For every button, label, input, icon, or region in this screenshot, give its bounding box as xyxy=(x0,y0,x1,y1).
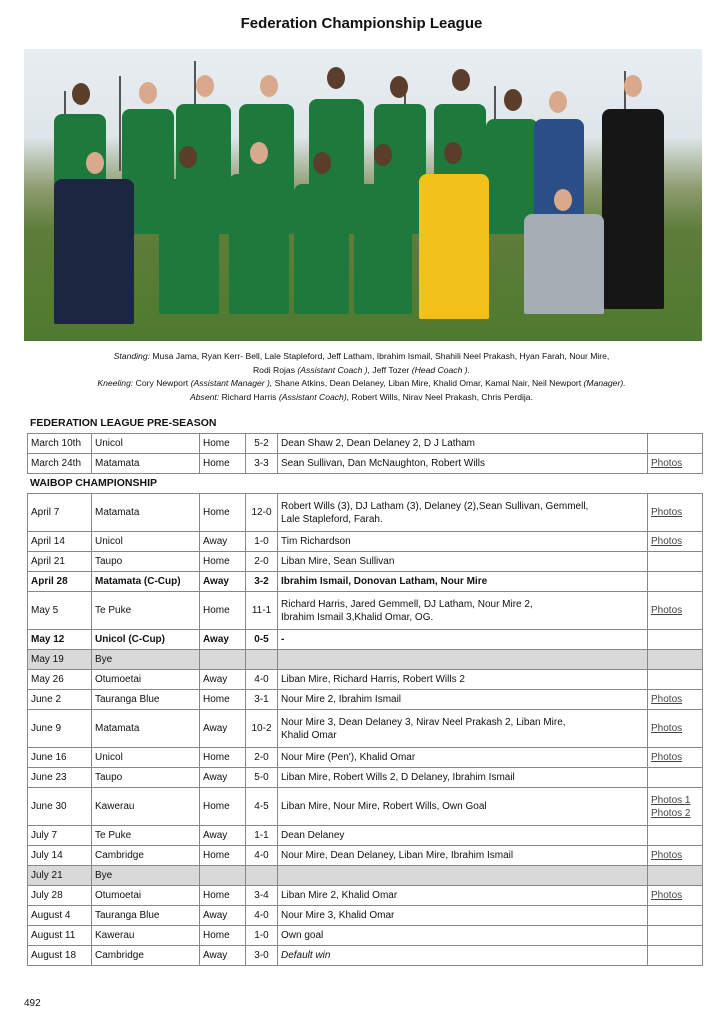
cell-venue xyxy=(200,866,246,886)
cell-score: 5-0 xyxy=(246,768,278,788)
cell-score xyxy=(246,866,278,886)
cell-opponent: Taupo xyxy=(92,552,200,572)
scorers-line: Liban Mire, Robert Wills 2, D Delaney, Ibrahim Ismail xyxy=(281,772,515,783)
cell-score: 0-5 xyxy=(246,630,278,650)
caption-standing-label: Standing: xyxy=(113,351,150,361)
cell-scorers xyxy=(278,494,648,532)
caption-role: (Assistant Coach), xyxy=(278,391,350,402)
cell-date: March 10th xyxy=(28,434,92,454)
cell-opponent: Matamata xyxy=(92,494,200,532)
cell-score: 2-0 xyxy=(246,748,278,768)
cell-score: 4-0 xyxy=(246,670,278,690)
cell-photos xyxy=(648,690,703,710)
scorers-line: Robert Wills (3), DJ Latham (3), Delaney (2),Sean Sullivan, Gemmell, xyxy=(281,500,589,512)
caption-role: (Assistant Manager ), xyxy=(190,378,273,389)
scorers-line: Nour Mire 2, Ibrahim Ismail xyxy=(281,694,402,705)
cell-venue: Away xyxy=(200,630,246,650)
scorers-line: Liban Mire, Sean Sullivan xyxy=(281,556,395,567)
cell-opponent: Tauranga Blue xyxy=(92,690,200,710)
cell-photos xyxy=(648,572,703,592)
cell-photos xyxy=(648,592,703,630)
cell-scorers xyxy=(278,748,648,768)
cell-scorers xyxy=(278,710,648,748)
cell-venue: Away xyxy=(200,768,246,788)
photos-link[interactable]: Photos 1 xyxy=(651,794,691,806)
cell-opponent: Unicol (C-Cup) xyxy=(92,630,200,650)
photos-link[interactable]: Photos xyxy=(651,458,683,469)
cell-venue: Home xyxy=(200,454,246,474)
cell-scorers xyxy=(278,906,648,926)
table-row xyxy=(28,690,703,710)
scorers-line: Liban Mire 2, Khalid Omar xyxy=(281,890,398,901)
caption-role: (Head Coach ). xyxy=(411,364,471,375)
cell-date: June 23 xyxy=(28,768,92,788)
table-row xyxy=(28,710,703,748)
table-row xyxy=(28,866,703,886)
cell-photos xyxy=(648,748,703,768)
cell-date: April 7 xyxy=(28,494,92,532)
page-title: Federation Championship League xyxy=(240,15,483,32)
cell-scorers xyxy=(278,826,648,846)
table-row xyxy=(28,454,703,474)
scorers-line: Richard Harris, Jared Gemmell, DJ Latham, Nour Mire 2, xyxy=(281,598,533,610)
table-row xyxy=(28,532,703,552)
cell-date: August 4 xyxy=(28,906,92,926)
cell-photos xyxy=(648,532,703,552)
cell-photos xyxy=(648,454,703,474)
caption-standing-line2 xyxy=(40,364,683,378)
caption-absent-names: Robert Wills, Nirav Neel Prakash, Chris Perdija. xyxy=(351,391,533,402)
cell-date: May 26 xyxy=(28,670,92,690)
cell-score xyxy=(246,650,278,670)
scorers-line: Khalid Omar xyxy=(281,729,337,741)
cell-date: June 2 xyxy=(28,690,92,710)
cell-opponent: Taupo xyxy=(92,768,200,788)
table-row xyxy=(28,670,703,690)
cell-opponent: Otumoetai xyxy=(92,670,200,690)
cell-date: April 28 xyxy=(28,572,92,592)
cell-photos xyxy=(648,886,703,906)
cell-venue: Home xyxy=(200,592,246,630)
caption-role: (Manager). xyxy=(583,378,626,389)
caption-absent xyxy=(40,391,683,405)
photos-link[interactable]: Photos 2 xyxy=(651,807,691,819)
cell-score: 1-1 xyxy=(246,826,278,846)
cell-photos xyxy=(648,788,703,826)
photos-link[interactable]: Photos xyxy=(651,850,683,861)
cell-photos xyxy=(648,826,703,846)
cell-scorers xyxy=(278,532,648,552)
cell-date: June 9 xyxy=(28,710,92,748)
photos-link[interactable]: Photos xyxy=(651,890,683,901)
table-row xyxy=(28,946,703,966)
scorers-line: Ibrahim Ismail, Donovan Latham, Nour Mire xyxy=(281,576,488,587)
cell-score: 5-2 xyxy=(246,434,278,454)
cell-opponent: Unicol xyxy=(92,748,200,768)
championship-table xyxy=(27,493,703,966)
table-row xyxy=(28,572,703,592)
cell-opponent: Tauranga Blue xyxy=(92,906,200,926)
cell-venue: Away xyxy=(200,572,246,592)
cell-date: July 14 xyxy=(28,846,92,866)
cell-opponent: Cambridge xyxy=(92,846,200,866)
table-row xyxy=(28,650,703,670)
cell-venue: Home xyxy=(200,926,246,946)
cell-date: April 21 xyxy=(28,552,92,572)
caption-kneeling-name: Cory Newport xyxy=(135,378,189,389)
cell-score: 12-0 xyxy=(246,494,278,532)
cell-photos xyxy=(648,866,703,886)
scorers-line: Dean Shaw 2, Dean Delaney 2, D J Latham xyxy=(281,438,475,449)
cell-date: April 14 xyxy=(28,532,92,552)
caption-absent-name: Richard Harris xyxy=(221,391,277,402)
table-row xyxy=(28,826,703,846)
cell-venue: Away xyxy=(200,532,246,552)
cell-scorers xyxy=(278,650,648,670)
cell-opponent: Unicol xyxy=(92,434,200,454)
cell-scorers xyxy=(278,926,648,946)
cell-score: 3-2 xyxy=(246,572,278,592)
caption-kneeling-names: Shane Atkins, Dean Delaney, Liban Mire, Khalid Omar, Kamal Nair, Neil Newport xyxy=(274,378,582,389)
cell-date: July 7 xyxy=(28,826,92,846)
caption-standing-name: Rodi Rojas xyxy=(252,364,296,375)
cell-scorers xyxy=(278,572,648,592)
cell-date: March 24th xyxy=(28,454,92,474)
scorers-line: - xyxy=(281,634,285,645)
cell-venue: Home xyxy=(200,886,246,906)
cell-opponent: Matamata (C-Cup) xyxy=(92,572,200,592)
table-row xyxy=(28,906,703,926)
cell-photos xyxy=(648,552,703,572)
cell-venue: Home xyxy=(200,434,246,454)
preseason-heading: FEDERATION LEAGUE PRE-SEASON xyxy=(30,417,217,429)
photos-link[interactable]: Photos xyxy=(651,605,683,616)
cell-opponent: Bye xyxy=(92,650,200,670)
scorers-line: Nour Mire 3, Khalid Omar xyxy=(281,910,395,921)
caption-standing-names: Musa Jama, Ryan Kerr- Bell, Lale Stapleford, Jeff Latham, Ibrahim Ismail, Shahili Neel Prakash, Hyan Farah, Nour Mire, xyxy=(152,351,610,361)
table-row xyxy=(28,494,703,532)
cell-scorers xyxy=(278,670,648,690)
preseason-table xyxy=(27,433,703,474)
table-row xyxy=(28,748,703,768)
caption-kneeling-label: Kneeling: xyxy=(97,378,134,389)
cell-opponent: Matamata xyxy=(92,710,200,748)
cell-photos xyxy=(648,946,703,966)
cell-venue: Away xyxy=(200,826,246,846)
cell-venue: Away xyxy=(200,670,246,690)
cell-opponent: Matamata xyxy=(92,454,200,474)
cell-venue: Away xyxy=(200,906,246,926)
cell-scorers xyxy=(278,434,648,454)
cell-venue: Away xyxy=(200,946,246,966)
cell-scorers xyxy=(278,788,648,826)
scorers-line: Nour Mire (Pen'), Khalid Omar xyxy=(281,752,416,763)
cell-opponent: Te Puke xyxy=(92,826,200,846)
page-number: 492 xyxy=(24,998,41,1009)
cell-score: 1-0 xyxy=(246,926,278,946)
scorers-line: Own goal xyxy=(281,930,324,941)
photos-link[interactable]: Photos xyxy=(651,723,683,734)
cell-score: 4-0 xyxy=(246,846,278,866)
caption-kneeling xyxy=(40,377,683,391)
cell-date: May 19 xyxy=(28,650,92,670)
cell-photos xyxy=(648,650,703,670)
cell-date: May 12 xyxy=(28,630,92,650)
cell-score: 3-1 xyxy=(246,690,278,710)
cell-photos xyxy=(648,926,703,946)
cell-date: June 30 xyxy=(28,788,92,826)
table-row xyxy=(28,886,703,906)
cell-score: 4-5 xyxy=(246,788,278,826)
cell-venue: Home xyxy=(200,494,246,532)
cell-venue: Home xyxy=(200,788,246,826)
cell-score: 3-0 xyxy=(246,946,278,966)
photos-link[interactable]: Photos xyxy=(651,694,683,705)
cell-photos xyxy=(648,846,703,866)
cell-photos xyxy=(648,494,703,532)
table-row xyxy=(28,846,703,866)
cell-date: May 5 xyxy=(28,592,92,630)
cell-scorers xyxy=(278,630,648,650)
cell-photos xyxy=(648,768,703,788)
scorers-line: Lale Stapleford, Farah. xyxy=(281,513,383,525)
scorers-line: Nour Mire 3, Dean Delaney 3, Nirav Neel Prakash 2, Liban Mire, xyxy=(281,716,566,728)
cell-scorers xyxy=(278,454,648,474)
cell-scorers xyxy=(278,946,648,966)
caption-absent-label: Absent: xyxy=(190,391,220,402)
table-row xyxy=(28,788,703,826)
cell-date: August 11 xyxy=(28,926,92,946)
cell-venue: Home xyxy=(200,552,246,572)
cell-venue: Home xyxy=(200,748,246,768)
cell-scorers xyxy=(278,592,648,630)
cell-score: 10-2 xyxy=(246,710,278,748)
scorers-line: Ibrahim Ismail 3,Khalid Omar, OG. xyxy=(281,611,434,623)
cell-score: 11-1 xyxy=(246,592,278,630)
cell-venue xyxy=(200,650,246,670)
caption-role: (Assistant Coach ), xyxy=(297,364,370,375)
cell-date: June 16 xyxy=(28,748,92,768)
cell-scorers xyxy=(278,886,648,906)
cell-score: 3-4 xyxy=(246,886,278,906)
scorers-line: Sean Sullivan, Dan McNaughton, Robert Wills xyxy=(281,458,485,469)
cell-opponent: Kawerau xyxy=(92,926,200,946)
scorers-line: Dean Delaney xyxy=(281,830,345,841)
cell-score: 1-0 xyxy=(246,532,278,552)
cell-photos xyxy=(648,434,703,454)
cell-score: 2-0 xyxy=(246,552,278,572)
caption-standing-name: Jeff Tozer xyxy=(372,364,410,375)
cell-date: August 18 xyxy=(28,946,92,966)
scorers-line: Liban Mire, Nour Mire, Robert Wills, Own Goal xyxy=(281,801,487,812)
photos-link[interactable]: Photos xyxy=(651,536,683,547)
scorers-line: Tim Richardson xyxy=(281,536,351,547)
cell-scorers xyxy=(278,846,648,866)
photos-link[interactable]: Photos xyxy=(651,752,683,763)
table-row xyxy=(28,630,703,650)
caption-standing xyxy=(40,350,683,364)
table-row xyxy=(28,434,703,454)
photos-link[interactable]: Photos xyxy=(651,507,683,518)
cell-scorers xyxy=(278,552,648,572)
cell-scorers xyxy=(278,866,648,886)
table-row xyxy=(28,552,703,572)
championship-heading: WAIBOP CHAMPIONSHIP xyxy=(30,477,157,489)
cell-photos xyxy=(648,670,703,690)
cell-scorers xyxy=(278,690,648,710)
photo-caption xyxy=(40,350,683,404)
cell-venue: Away xyxy=(200,710,246,748)
cell-date: July 21 xyxy=(28,866,92,886)
table-row xyxy=(28,926,703,946)
cell-opponent: Bye xyxy=(92,866,200,886)
cell-opponent: Te Puke xyxy=(92,592,200,630)
cell-photos xyxy=(648,630,703,650)
cell-opponent: Kawerau xyxy=(92,788,200,826)
cell-score: 4-0 xyxy=(246,906,278,926)
cell-photos xyxy=(648,710,703,748)
cell-scorers xyxy=(278,768,648,788)
cell-venue: Home xyxy=(200,846,246,866)
table-row xyxy=(28,768,703,788)
cell-photos xyxy=(648,906,703,926)
cell-opponent: Unicol xyxy=(92,532,200,552)
scorers-line: Default win xyxy=(281,950,331,961)
scorers-line: Nour Mire, Dean Delaney, Liban Mire, Ibrahim Ismail xyxy=(281,850,514,861)
cell-venue: Home xyxy=(200,690,246,710)
cell-score: 3-3 xyxy=(246,454,278,474)
team-photo xyxy=(24,49,702,341)
cell-opponent: Otumoetai xyxy=(92,886,200,906)
table-row xyxy=(28,592,703,630)
scorers-line: Liban Mire, Richard Harris, Robert Wills 2 xyxy=(281,674,465,685)
cell-opponent: Cambridge xyxy=(92,946,200,966)
cell-date: July 28 xyxy=(28,886,92,906)
